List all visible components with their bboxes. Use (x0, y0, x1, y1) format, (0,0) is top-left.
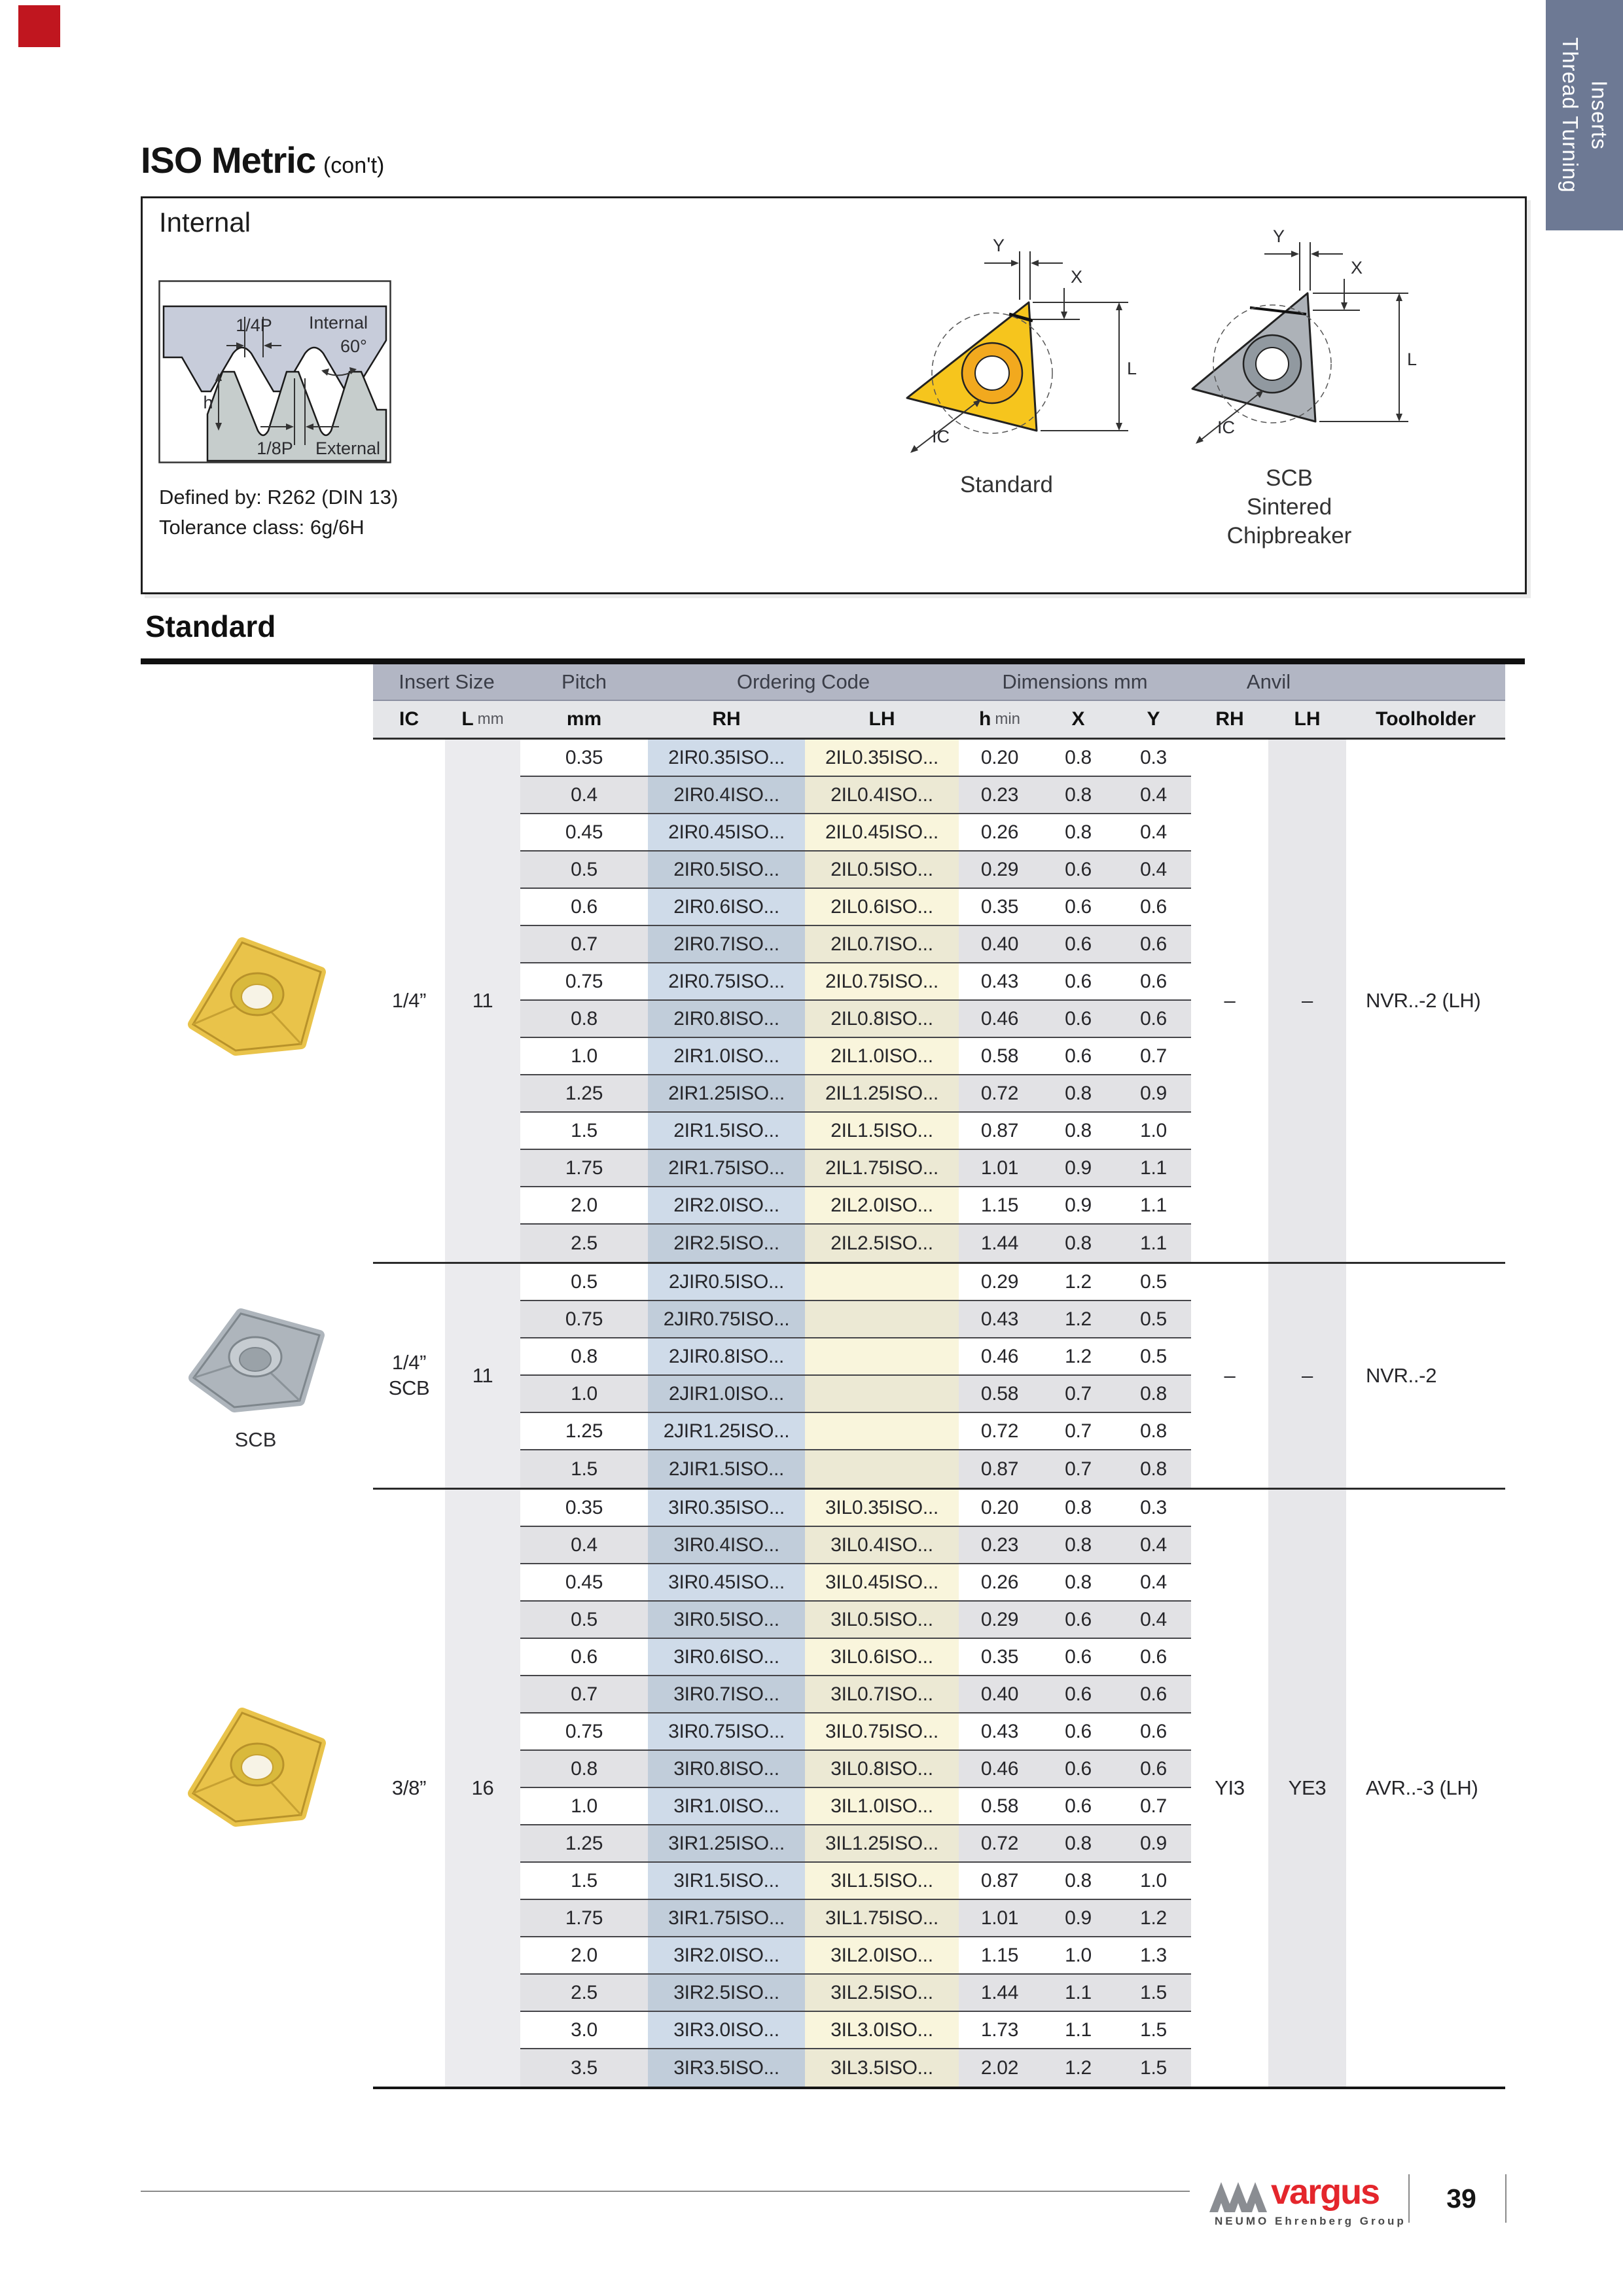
h-min-cell: 0.26 (959, 814, 1041, 852)
pitch-cell: 0.7 (520, 1676, 648, 1713)
svg-text:X: X (1071, 267, 1083, 287)
anvil-lh-cell: – (1268, 1264, 1346, 1488)
h-min-cell: 0.87 (959, 1113, 1041, 1150)
svg-text:Y: Y (1272, 226, 1285, 246)
pitch-cell: 1.25 (520, 1825, 648, 1863)
h-min-cell: 0.35 (959, 1639, 1041, 1676)
y-cell: 0.3 (1116, 1490, 1191, 1527)
ordering-code-lh-cell: 3IL3.0ISO... (805, 2012, 959, 2049)
ordering-code-lh-cell (805, 1376, 959, 1413)
h-min-cell: 0.58 (959, 1038, 1041, 1075)
x-cell: 0.8 (1041, 777, 1116, 814)
y-cell: 0.8 (1116, 1450, 1191, 1488)
pitch-cell: 0.6 (520, 1639, 648, 1676)
x-cell: 0.7 (1041, 1376, 1116, 1413)
ordering-code-rh-cell: 3IR0.7ISO... (648, 1676, 805, 1713)
x-cell: 0.6 (1041, 1751, 1116, 1788)
h-min-cell: 0.72 (959, 1413, 1041, 1450)
ordering-code-rh-cell: 3IR0.75ISO... (648, 1713, 805, 1751)
y-cell: 0.7 (1116, 1038, 1191, 1075)
x-cell: 0.6 (1041, 1602, 1116, 1639)
ordering-code-lh-cell: 3IL0.7ISO... (805, 1676, 959, 1713)
x-cell: 1.2 (1041, 1264, 1116, 1301)
ic-cell: 1/4” (391, 988, 427, 1012)
x-cell: 0.8 (1041, 1075, 1116, 1113)
pitch-cell: 0.6 (520, 889, 648, 926)
x-cell: 0.9 (1041, 1187, 1116, 1225)
corner-accent (18, 5, 60, 47)
x-cell: 0.8 (1041, 814, 1116, 852)
y-cell: 0.4 (1116, 1564, 1191, 1602)
h-min-cell: 0.87 (959, 1863, 1041, 1900)
subheader-l-mm: L mm (461, 708, 504, 730)
y-cell: 0.6 (1116, 1713, 1191, 1751)
pitch-cell: 1.25 (520, 1075, 648, 1113)
y-cell: 0.6 (1116, 1639, 1191, 1676)
x-cell: 0.6 (1041, 852, 1116, 889)
ordering-code-lh-cell: 2IL0.4ISO... (805, 777, 959, 814)
ordering-code-rh-cell: 3IR3.5ISO... (648, 2049, 805, 2087)
ic-cell: 3/8” (391, 1776, 427, 1799)
h-min-cell: 1.01 (959, 1900, 1041, 1937)
h-min-cell: 0.72 (959, 1825, 1041, 1863)
svg-text:Internal: Internal (309, 313, 368, 332)
page-title: ISO Metric (con't) (141, 139, 385, 181)
ordering-code-rh-cell: 2JIR0.75ISO... (648, 1301, 805, 1338)
x-cell: 0.6 (1041, 1038, 1116, 1075)
l-mm-cell: 11 (445, 1264, 520, 1488)
h-min-cell: 0.46 (959, 1751, 1041, 1788)
y-cell: 0.6 (1116, 889, 1191, 926)
subheader-rh: RH (712, 708, 741, 730)
x-cell: 0.9 (1041, 1900, 1116, 1937)
h-min-cell: 0.43 (959, 1301, 1041, 1338)
x-cell: 0.6 (1041, 1001, 1116, 1038)
pitch-cell: 0.4 (520, 1527, 648, 1564)
x-cell: 0.6 (1041, 1713, 1116, 1751)
anvil-rh-cell: – (1224, 1364, 1236, 1387)
table-body (373, 740, 1505, 2089)
svg-text:60°: 60° (340, 336, 367, 356)
x-cell: 0.6 (1041, 1676, 1116, 1713)
vargus-logo-text: vargus (1271, 2172, 1380, 2212)
y-cell: 0.6 (1116, 1001, 1191, 1038)
pitch-cell: 3.5 (520, 2049, 648, 2087)
subheader-pitch-mm: mm (566, 708, 602, 730)
ordering-code-rh-cell: 2IR0.8ISO... (648, 1001, 805, 1038)
standard-insert-diagram (864, 223, 1165, 504)
ordering-code-lh-cell: 2IL0.7ISO... (805, 926, 959, 963)
y-cell: 0.8 (1116, 1376, 1191, 1413)
svg-text:h: h (203, 393, 213, 412)
ordering-code-lh-cell: 3IL0.6ISO... (805, 1639, 959, 1676)
scb-photo-caption: SCB (234, 1428, 277, 1451)
x-cell: 0.8 (1041, 1225, 1116, 1262)
ordering-code-rh-cell: 2IR0.4ISO... (648, 777, 805, 814)
ordering-code-lh-cell (805, 1301, 959, 1338)
table-group (373, 1262, 1505, 1488)
ordering-code-lh-cell: 3IL1.0ISO... (805, 1788, 959, 1825)
svg-text:Sintered: Sintered (1246, 494, 1332, 520)
h-min-cell: 1.15 (959, 1937, 1041, 1975)
pitch-cell: 2.5 (520, 1975, 648, 2012)
h-min-cell: 0.20 (959, 740, 1041, 777)
h-min-cell: 0.26 (959, 1564, 1041, 1602)
subheader-anvil-lh: LH (1294, 708, 1321, 730)
y-cell: 1.0 (1116, 1863, 1191, 1900)
ordering-code-lh-cell: 2IL0.45ISO... (805, 814, 959, 852)
y-cell: 0.6 (1116, 1751, 1191, 1788)
subheader-ic: IC (399, 708, 419, 730)
h-min-cell: 0.40 (959, 926, 1041, 963)
x-cell: 0.8 (1041, 1113, 1116, 1150)
ordering-code-lh-cell: 2IL0.75ISO... (805, 963, 959, 1001)
x-cell: 1.0 (1041, 1937, 1116, 1975)
l-mm-cell: 11 (445, 740, 520, 1262)
h-min-cell: 0.46 (959, 1001, 1041, 1038)
h-min-cell: 0.72 (959, 1075, 1041, 1113)
ordering-code-lh-cell: 2IL0.35ISO... (805, 740, 959, 777)
y-cell: 1.2 (1116, 1900, 1191, 1937)
table-group-header (373, 664, 1505, 701)
insert-photo-standard-quarter (173, 926, 337, 1070)
toolholder-cell: AVR..-3 (LH) (1366, 1776, 1478, 1799)
y-cell: 1.0 (1116, 1113, 1191, 1150)
header-dimensions: Dimensions mm (1002, 670, 1148, 693)
h-min-cell: 1.15 (959, 1187, 1041, 1225)
ordering-code-rh-cell: 3IR1.0ISO... (648, 1788, 805, 1825)
ordering-code-lh-cell: 3IL1.5ISO... (805, 1863, 959, 1900)
pitch-cell: 0.5 (520, 1602, 648, 1639)
subheader-h-min: h min (979, 708, 1020, 730)
ordering-code-rh-cell: 2IR0.7ISO... (648, 926, 805, 963)
ordering-code-rh-cell: 3IR1.25ISO... (648, 1825, 805, 1863)
h-min-cell: 0.40 (959, 1676, 1041, 1713)
ordering-code-lh-cell (805, 1413, 959, 1450)
pitch-cell: 2.5 (520, 1225, 648, 1262)
pitch-cell: 1.75 (520, 1900, 648, 1937)
h-min-cell: 0.46 (959, 1338, 1041, 1376)
toolholder-cell: NVR..-2 (LH) (1366, 989, 1481, 1012)
ordering-code-rh-cell: 2IR1.75ISO... (648, 1150, 805, 1187)
svg-text:Y: Y (992, 236, 1005, 255)
ordering-code-lh-cell: 3IL1.25ISO... (805, 1825, 959, 1863)
pitch-cell: 0.75 (520, 1713, 648, 1751)
vargus-logo-subtext: NEUMO Ehrenberg Group (1215, 2215, 1406, 2227)
internal-panel-title: Internal (159, 207, 251, 238)
ordering-code-lh-cell: 3IL0.45ISO... (805, 1564, 959, 1602)
x-cell: 1.2 (1041, 2049, 1116, 2087)
x-cell: 0.6 (1041, 1639, 1116, 1676)
ordering-code-lh-cell: 3IL2.0ISO... (805, 1937, 959, 1975)
y-cell: 1.3 (1116, 1937, 1191, 1975)
ordering-code-lh-cell: 3IL0.8ISO... (805, 1751, 959, 1788)
pitch-cell: 1.5 (520, 1113, 648, 1150)
ordering-code-lh-cell: 2IL0.8ISO... (805, 1001, 959, 1038)
x-cell: 0.6 (1041, 963, 1116, 1001)
h-min-cell: 1.44 (959, 1225, 1041, 1262)
h-min-cell: 0.58 (959, 1788, 1041, 1825)
scb-insert-diagram (1152, 216, 1440, 556)
svg-text:SCB: SCB (1266, 465, 1313, 491)
ordering-code-lh-cell: 2IL0.6ISO... (805, 889, 959, 926)
anvil-rh-cell: YI3 (1215, 1776, 1245, 1799)
y-cell: 0.4 (1116, 1527, 1191, 1564)
h-min-cell: 0.20 (959, 1490, 1041, 1527)
ordering-code-rh-cell: 2JIR1.25ISO... (648, 1413, 805, 1450)
svg-text:L: L (1127, 359, 1137, 378)
pitch-cell: 0.45 (520, 814, 648, 852)
footer-divider (1505, 2174, 1507, 2223)
insert-photo-scb (175, 1299, 336, 1420)
ordering-code-rh-cell: 3IR1.75ISO... (648, 1900, 805, 1937)
ordering-code-rh-cell: 3IR2.5ISO... (648, 1975, 805, 2012)
x-cell: 1.2 (1041, 1301, 1116, 1338)
ordering-code-lh-cell: 2IL1.25ISO... (805, 1075, 959, 1113)
pitch-cell: 0.35 (520, 740, 648, 777)
pitch-cell: 0.75 (520, 963, 648, 1001)
y-cell: 0.3 (1116, 740, 1191, 777)
ordering-code-rh-cell: 2IR1.25ISO... (648, 1075, 805, 1113)
ordering-code-lh-cell: 3IL0.5ISO... (805, 1602, 959, 1639)
h-min-cell: 1.01 (959, 1150, 1041, 1187)
h-min-cell: 0.23 (959, 1527, 1041, 1564)
y-cell: 1.1 (1116, 1150, 1191, 1187)
ordering-code-lh-cell: 2IL2.5ISO... (805, 1225, 959, 1262)
ordering-code-lh-cell: 3IL2.5ISO... (805, 1975, 959, 2012)
ordering-code-lh-cell: 3IL0.35ISO... (805, 1490, 959, 1527)
x-cell: 0.6 (1041, 1788, 1116, 1825)
h-min-cell: 0.43 (959, 1713, 1041, 1751)
svg-text:L: L (1407, 350, 1418, 369)
h-min-cell: 0.35 (959, 889, 1041, 926)
x-cell: 0.8 (1041, 1825, 1116, 1863)
ordering-code-rh-cell: 3IR1.5ISO... (648, 1863, 805, 1900)
pitch-cell: 2.0 (520, 1187, 648, 1225)
svg-text:1/8P: 1/8P (257, 439, 293, 458)
y-cell: 0.6 (1116, 926, 1191, 963)
pitch-cell: 0.75 (520, 1301, 648, 1338)
pitch-cell: 1.25 (520, 1413, 648, 1450)
ordering-code-rh-cell: 2IR0.6ISO... (648, 889, 805, 926)
ordering-code-lh-cell: 3IL3.5ISO... (805, 2049, 959, 2087)
svg-text:IC: IC (932, 427, 950, 446)
standard-table (373, 664, 1505, 2089)
table-sub-header (373, 701, 1505, 740)
ordering-code-rh-cell: 3IR0.8ISO... (648, 1751, 805, 1788)
header-anvil: Anvil (1246, 670, 1291, 693)
x-cell: 0.8 (1041, 1527, 1116, 1564)
page-number: 39 (1446, 2183, 1476, 2214)
pitch-cell: 3.0 (520, 2012, 648, 2049)
subheader-anvil-rh: RH (1215, 708, 1244, 730)
ordering-code-rh-cell: 2IR0.35ISO... (648, 740, 805, 777)
toolholder-cell: NVR..-2 (1366, 1364, 1437, 1387)
h-min-cell: 2.02 (959, 2049, 1041, 2087)
insert-photo-standard-threeeighths (173, 1698, 337, 1839)
ordering-code-lh-cell: 3IL0.75ISO... (805, 1713, 959, 1751)
ordering-code-lh-cell: 3IL1.75ISO... (805, 1900, 959, 1937)
pitch-cell: 1.5 (520, 1863, 648, 1900)
svg-text:Standard: Standard (959, 472, 1054, 497)
h-min-cell: 0.87 (959, 1450, 1041, 1488)
y-cell: 0.7 (1116, 1788, 1191, 1825)
ordering-code-rh-cell: 2IR2.0ISO... (648, 1187, 805, 1225)
ordering-code-rh-cell: 3IR3.0ISO... (648, 2012, 805, 2049)
pitch-cell: 0.7 (520, 926, 648, 963)
x-cell: 0.7 (1041, 1413, 1116, 1450)
h-min-cell: 1.73 (959, 2012, 1041, 2049)
ordering-code-rh-cell: 2JIR0.8ISO... (648, 1338, 805, 1376)
h-min-cell: 0.58 (959, 1376, 1041, 1413)
y-cell: 0.5 (1116, 1264, 1191, 1301)
table-group (373, 1488, 1505, 2087)
y-cell: 1.1 (1116, 1187, 1191, 1225)
pitch-cell: 0.4 (520, 777, 648, 814)
pitch-cell: 1.0 (520, 1788, 648, 1825)
svg-text:1/4P: 1/4P (236, 315, 272, 335)
svg-text:External: External (315, 439, 381, 458)
h-min-cell: 1.44 (959, 1975, 1041, 2012)
ordering-code-lh-cell: 2IL1.75ISO... (805, 1150, 959, 1187)
y-cell: 1.5 (1116, 2012, 1191, 2049)
ordering-code-rh-cell: 2IR1.5ISO... (648, 1113, 805, 1150)
svg-text:IC: IC (1217, 418, 1235, 437)
y-cell: 1.5 (1116, 2049, 1191, 2087)
subheader-lh: LH (868, 708, 895, 730)
y-cell: 0.6 (1116, 963, 1191, 1001)
ordering-code-lh-cell: 2IL1.5ISO... (805, 1113, 959, 1150)
ordering-code-rh-cell: 2JIR1.5ISO... (648, 1450, 805, 1488)
ordering-code-rh-cell: 2IR1.0ISO... (648, 1038, 805, 1075)
ordering-code-rh-cell: 2IR0.5ISO... (648, 852, 805, 889)
ordering-code-rh-cell: 3IR0.35ISO... (648, 1490, 805, 1527)
defined-by-text: Defined by: R262 (DIN 13) (159, 486, 399, 509)
anvil-rh-cell: – (1224, 989, 1236, 1012)
pitch-cell: 1.0 (520, 1376, 648, 1413)
pitch-cell: 0.5 (520, 1264, 648, 1301)
anvil-lh-cell: YE3 (1268, 1490, 1346, 2087)
svg-text:Chipbreaker: Chipbreaker (1226, 523, 1352, 548)
ordering-code-rh-cell: 2IR2.5ISO... (648, 1225, 805, 1262)
header-insert-size: Insert Size (399, 670, 495, 693)
pitch-cell: 0.35 (520, 1490, 648, 1527)
y-cell: 0.9 (1116, 1825, 1191, 1863)
ordering-code-rh-cell: 3IR0.5ISO... (648, 1602, 805, 1639)
x-cell: 0.8 (1041, 740, 1116, 777)
pitch-cell: 0.5 (520, 852, 648, 889)
y-cell: 0.4 (1116, 1602, 1191, 1639)
table-group (373, 740, 1505, 1262)
h-min-cell: 0.23 (959, 777, 1041, 814)
ordering-code-lh-cell: 2IL2.0ISO... (805, 1187, 959, 1225)
ordering-code-rh-cell: 2JIR1.0ISO... (648, 1376, 805, 1413)
ordering-code-rh-cell: 2IR0.45ISO... (648, 814, 805, 852)
x-cell: 1.2 (1041, 1338, 1116, 1376)
h-min-cell: 0.29 (959, 1264, 1041, 1301)
subheader-y: Y (1147, 708, 1160, 730)
svg-text:X: X (1351, 258, 1363, 278)
ordering-code-rh-cell: 3IR0.6ISO... (648, 1639, 805, 1676)
y-cell: 0.4 (1116, 777, 1191, 814)
pitch-cell: 1.5 (520, 1450, 648, 1488)
x-cell: 1.1 (1041, 2012, 1116, 2049)
pitch-cell: 0.8 (520, 1001, 648, 1038)
ordering-code-rh-cell: 3IR2.0ISO... (648, 1937, 805, 1975)
ordering-code-lh-cell (805, 1264, 959, 1301)
x-cell: 0.7 (1041, 1450, 1116, 1488)
tolerance-text: Tolerance class: 6g/6H (159, 516, 365, 539)
pitch-cell: 1.75 (520, 1150, 648, 1187)
pitch-cell: 2.0 (520, 1937, 648, 1975)
y-cell: 0.4 (1116, 814, 1191, 852)
x-cell: 1.1 (1041, 1975, 1116, 2012)
y-cell: 0.9 (1116, 1075, 1191, 1113)
ordering-code-lh-cell: 3IL0.4ISO... (805, 1527, 959, 1564)
y-cell: 0.8 (1116, 1413, 1191, 1450)
anvil-lh-cell: – (1268, 740, 1346, 1262)
ic-cell: 1/4” SCB (388, 1351, 430, 1399)
section-title: Standard (145, 609, 276, 643)
side-tab-thread-turning-inserts[interactable] (1546, 0, 1623, 230)
y-cell: 0.6 (1116, 1676, 1191, 1713)
ordering-code-lh-cell (805, 1450, 959, 1488)
x-cell: 0.9 (1041, 1150, 1116, 1187)
footer-rule (141, 2191, 1190, 2192)
l-mm-cell: 16 (445, 1490, 520, 2087)
pitch-cell: 0.8 (520, 1338, 648, 1376)
footer-divider (1408, 2174, 1410, 2223)
pitch-cell: 0.45 (520, 1564, 648, 1602)
x-cell: 0.6 (1041, 926, 1116, 963)
ordering-code-rh-cell: 3IR0.4ISO... (648, 1527, 805, 1564)
y-cell: 0.5 (1116, 1301, 1191, 1338)
ordering-code-rh-cell: 2JIR0.5ISO... (648, 1264, 805, 1301)
ordering-code-lh-cell: 2IL0.5ISO... (805, 852, 959, 889)
h-min-cell: 0.29 (959, 1602, 1041, 1639)
side-tab-label: Thread Turning Inserts (1558, 37, 1612, 193)
h-min-cell: 0.43 (959, 963, 1041, 1001)
pitch-cell: 0.8 (520, 1751, 648, 1788)
ordering-code-lh-cell (805, 1338, 959, 1376)
pitch-cell: 1.0 (520, 1038, 648, 1075)
y-cell: 0.4 (1116, 852, 1191, 889)
x-cell: 0.8 (1041, 1490, 1116, 1527)
vargus-logo-icon (1209, 2178, 1275, 2212)
ordering-code-lh-cell: 2IL1.0ISO... (805, 1038, 959, 1075)
header-ordering-code: Ordering Code (736, 670, 870, 693)
y-cell: 1.5 (1116, 1975, 1191, 2012)
subheader-x: X (1071, 708, 1085, 730)
y-cell: 0.5 (1116, 1338, 1191, 1376)
thread-profile-diagram (158, 280, 391, 463)
x-cell: 0.6 (1041, 889, 1116, 926)
subheader-toolholder: Toolholder (1376, 708, 1476, 730)
x-cell: 0.8 (1041, 1564, 1116, 1602)
x-cell: 0.8 (1041, 1863, 1116, 1900)
header-pitch: Pitch (562, 670, 607, 693)
h-min-cell: 0.29 (959, 852, 1041, 889)
ordering-code-rh-cell: 3IR0.45ISO... (648, 1564, 805, 1602)
ordering-code-rh-cell: 2IR0.75ISO... (648, 963, 805, 1001)
section-rule (141, 658, 1525, 664)
y-cell: 1.1 (1116, 1225, 1191, 1262)
